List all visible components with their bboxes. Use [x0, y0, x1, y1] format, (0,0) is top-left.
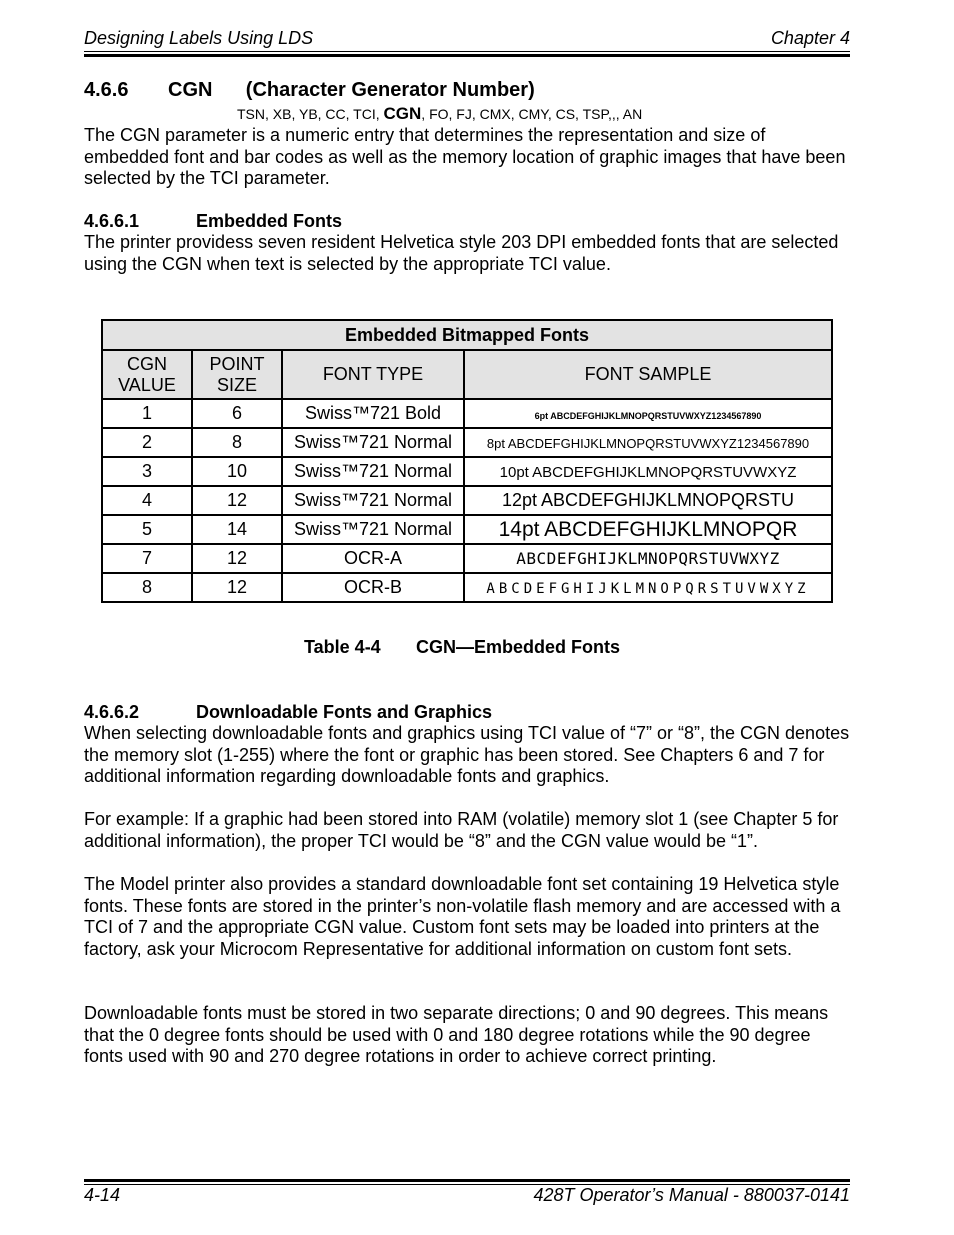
table-title: Embedded Bitmapped Fonts	[102, 320, 832, 350]
downloadable-para-4: Downloadable fonts must be stored in two separate directions; 0 and 90 degrees. This means that the 0 degree fonts should be used with 0 and 180 degree rotations while the 90 degree fonts used with 90 and 270 degree rotations in order to achieve correct printing.	[84, 1003, 829, 1066]
caption-number: Table 4-4	[304, 637, 381, 657]
cell-cgn: 5	[102, 515, 192, 544]
cell-sample: 10pt ABCDEFGHIJKLMNOPQRSTUVWXYZ	[464, 457, 832, 486]
header-rule	[84, 51, 850, 52]
cell-size: 12	[192, 486, 282, 515]
footer-rule-thick	[84, 1179, 850, 1182]
section-intro: The CGN parameter is a numeric entry that determines the representation and size of embedded font and bar codes as well as the memory location of graphic images that have been selected by the TCI parameter.	[84, 125, 846, 188]
subsection-heading-embedded	[84, 211, 342, 232]
cell-sample: ABCDEFGHIJKLMNOPQRSTUVWXYZ	[464, 573, 832, 602]
table-row	[102, 486, 832, 515]
embedded-fonts-text: The printer providess seven resident Helvetica style 203 DPI embedded fonts that are selected using the CGN when text is selected by the appropriate TCI value.	[84, 232, 839, 274]
table-caption	[304, 637, 620, 658]
cell-cgn: 8	[102, 573, 192, 602]
downloadable-para-1: When selecting downloadable fonts and graphics using TCI value of “7” or “8”, the CGN denotes the memory slot (1-255) where the font or graphic has been stored. See Chapters 6 and 7 for additional information regarding downloadable fonts and graphics.	[84, 723, 850, 786]
cell-sample: 8pt ABCDEFGHIJKLMNOPQRSTUVWXYZ1234567890	[464, 428, 832, 457]
table-row	[102, 457, 832, 486]
cell-size: 14	[192, 515, 282, 544]
cell-size: 8	[192, 428, 282, 457]
table-row	[102, 515, 832, 544]
col-header-font-sample: FONT SAMPLE	[464, 350, 832, 399]
cell-cgn: 7	[102, 544, 192, 573]
cell-sample: 14pt ABCDEFGHIJKLMNOPQR	[464, 515, 832, 544]
downloadable-para-3: The Model printer also provides a standard downloadable font set containing 19 Helvetica style fonts. These fonts are stored in the printer’s non-volatile flash memory and are accessed with a TCI of 7 and the appropriate CGN value. Custom font sets may be loaded into printers at the factory, ask your Microcom Representative for additional information on custom font sets.	[84, 874, 841, 959]
col-header-cgn: CGN VALUE	[102, 350, 192, 399]
cell-size: 12	[192, 573, 282, 602]
subsection-title: Downloadable Fonts and Graphics	[196, 702, 493, 722]
cell-type: Swiss™721 Normal	[282, 486, 464, 515]
table-row	[102, 399, 832, 428]
params-before: TSN, XB, YB, CC, TCI,	[237, 106, 384, 122]
section-heading	[84, 79, 535, 102]
running-header-chapter: Chapter 4	[770, 28, 850, 48]
table-row	[102, 573, 832, 602]
cell-cgn: 3	[102, 457, 192, 486]
cell-type: OCR-A	[282, 544, 464, 573]
parameter-list	[237, 104, 642, 124]
caption-title: CGN—Embedded Fonts	[416, 637, 621, 657]
header-rule-thick	[84, 54, 850, 57]
cell-sample: 12pt ABCDEFGHIJKLMNOPQRSTU	[464, 486, 832, 515]
table-row	[102, 428, 832, 457]
cell-cgn: 1	[102, 399, 192, 428]
cell-type: Swiss™721 Bold	[282, 399, 464, 428]
cell-size: 12	[192, 544, 282, 573]
cell-size: 10	[192, 457, 282, 486]
downloadable-para-2: For example: If a graphic had been stored into RAM (volatile) memory slot 1 (see Chapter 5 for additional information), the proper TCI would be “8” and the CGN value would be “1”.	[84, 809, 839, 851]
running-header-title: Designing Labels Using LDS	[84, 28, 314, 48]
col-header-font-type: FONT TYPE	[282, 350, 464, 399]
manual-title: 428T Operator’s Manual - 880037-0141	[533, 1185, 850, 1205]
cell-sample: ABCDEFGHIJKLMNOPQRSTUVWXYZ	[464, 544, 832, 573]
params-after: , FO, FJ, CMX, CMY, CS, TSP,,, AN	[421, 106, 643, 122]
subsection-title: Embedded Fonts	[196, 211, 343, 231]
col-header-point-size: POINT SIZE	[192, 350, 282, 399]
cell-type: Swiss™721 Normal	[282, 428, 464, 457]
params-current: CGN	[383, 104, 422, 123]
subsection-heading-downloadable	[84, 702, 492, 723]
cell-cgn: 2	[102, 428, 192, 457]
cell-type: Swiss™721 Normal	[282, 457, 464, 486]
embedded-fonts-table	[101, 319, 833, 603]
table-row	[102, 544, 832, 573]
cell-cgn: 4	[102, 486, 192, 515]
subsection-number: 4.6.6.1	[84, 211, 140, 231]
section-number: 4.6.6	[84, 79, 129, 101]
cell-sample: 6pt ABCDEFGHIJKLMNOPQRSTUVWXYZ1234567890	[464, 399, 832, 428]
cell-type: OCR-B	[282, 573, 464, 602]
cell-type: Swiss™721 Normal	[282, 515, 464, 544]
section-title: CGN (Character Generator Number)	[168, 79, 535, 101]
page-number: 4-14	[84, 1185, 121, 1205]
cell-size: 6	[192, 399, 282, 428]
subsection-number: 4.6.6.2	[84, 702, 140, 722]
